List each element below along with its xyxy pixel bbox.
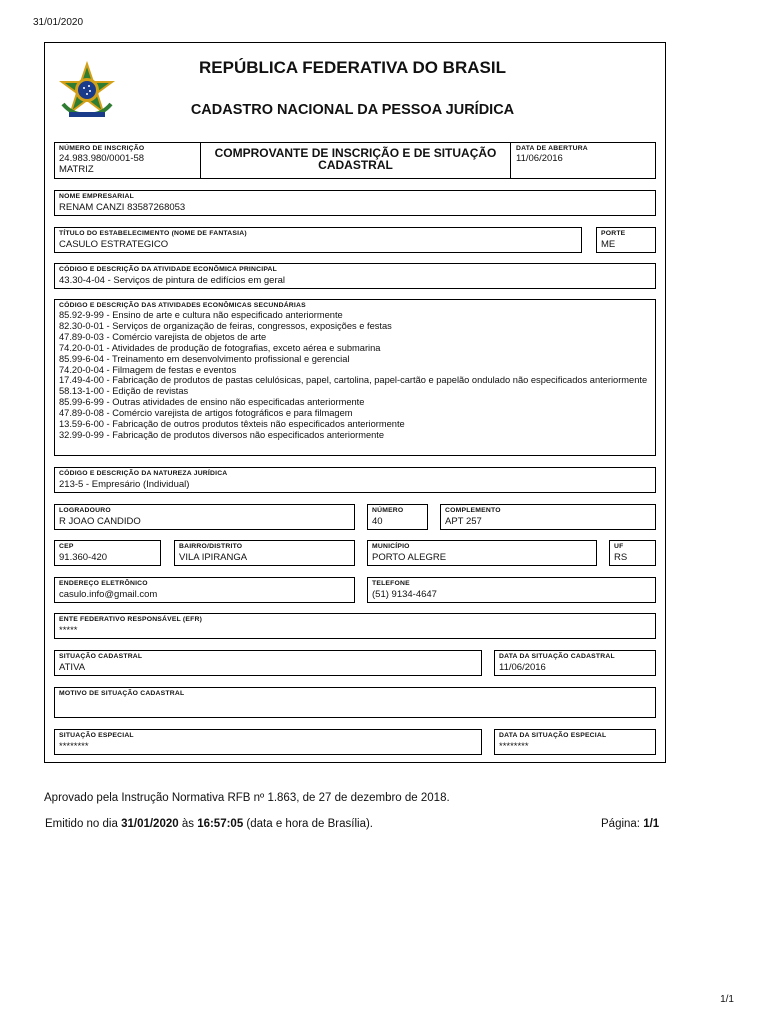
email-box (54, 577, 355, 603)
city: PORTO ALEGRE (372, 552, 447, 563)
inscription-box (54, 142, 656, 179)
trade-name: CASULO ESTRATEGICO (59, 239, 169, 250)
special-label: SITUAÇÃO ESPECIAL (59, 732, 134, 739)
status-date-label: DATA DA SITUAÇÃO CADASTRAL (499, 653, 615, 660)
efr-label: ENTE FEDERATIVO RESPONSÁVEL (EFR) (59, 616, 203, 623)
issued-note (45, 818, 373, 830)
efr-box (54, 613, 656, 639)
special-date-label: DATA DA SITUAÇÃO ESPECIAL (499, 732, 607, 739)
registry-title: CADASTRO NACIONAL DA PESSOA JURÍDICA (190, 102, 515, 118)
cep-label: CEP (59, 543, 74, 550)
page-value: 1/1 (643, 818, 660, 830)
special-value: ******** (59, 741, 89, 752)
list-item: 85.99-6-99 - Outras atividades de ensino não especificadas anteriormente (59, 397, 365, 408)
city-label: MUNICÍPIO (372, 543, 410, 550)
issued-time: 16:57:05 (197, 818, 244, 830)
size-value: ME (601, 239, 616, 250)
uf-label: UF (614, 543, 624, 550)
complement: APT 257 (445, 516, 482, 527)
list-item: 17.49-4-00 - Fabricação de produtos de pastas celulósicas, papel, cartolina, papel-cartão e papelão ondulado não especificados anteriormente (59, 375, 648, 386)
size-box (596, 227, 656, 253)
legal-nature-label: CÓDIGO E DESCRIÇÃO DA NATUREZA JURÍDICA (59, 470, 228, 477)
company-name-label: NOME EMPRESARIAL (59, 193, 134, 200)
phone-box (367, 577, 656, 603)
issued-suffix: (data e hora de Brasília). (243, 818, 373, 830)
email: casulo.info@gmail.com (59, 589, 158, 600)
list-item: 47.89-0-08 - Comércio varejista de artigos fotográficos e para filmagem (59, 408, 353, 419)
phone: (51) 9134-4647 (372, 589, 437, 600)
list-item: 13.59-6-00 - Fabricação de outros produtos têxteis não especificados anteriormente (59, 419, 405, 430)
issued-prefix: Emitido no dia (45, 818, 122, 830)
inscription-number: 24.983.980/0001-58 (59, 153, 145, 164)
company-name-box (54, 190, 656, 216)
status-label: SITUAÇÃO CADASTRAL (59, 653, 143, 660)
street-box (54, 504, 355, 530)
inscription-number-label: NÚMERO DE INSCRIÇÃO (59, 145, 145, 152)
approval-note: Aprovado pela Instrução Normativa RFB nº 1.863, de 27 de dezembro de 2018. (44, 792, 450, 804)
city-box (367, 540, 597, 566)
status-date: 11/06/2016 (499, 662, 546, 673)
list-item: 58.13-1-00 - Edição de revistas (59, 386, 189, 397)
republic-title: REPÚBLICA FEDERATIVA DO BRASIL (199, 58, 506, 77)
complement-label: COMPLEMENTO (445, 507, 501, 514)
legal-nature: 213-5 - Empresário (Individual) (59, 479, 190, 490)
page-label: Página: (601, 818, 644, 830)
secondary-activities-list (59, 310, 651, 441)
list-item: 82.30-0-01 - Serviços de organização de feiras, congressos, exposições e festas (59, 320, 392, 331)
list-item: 47.89-0-03 - Comércio varejista de objetos de arte (59, 331, 267, 342)
special-box (54, 729, 482, 755)
uf-box (609, 540, 656, 566)
street: R JOAO CANDIDO (59, 516, 141, 527)
address-number: 40 (372, 516, 383, 527)
complement-box (440, 504, 656, 530)
list-item: 85.92-9-99 - Ensino de arte e cultura não especificado anteriormente (59, 310, 343, 320)
legal-nature-box (54, 467, 656, 493)
uf: RS (614, 552, 628, 563)
cep-box (54, 540, 161, 566)
district-label: BAIRRO/DISTRITO (179, 543, 243, 550)
cep: 91.360-420 (59, 552, 108, 563)
special-date-box (494, 729, 656, 755)
document-title-line2: CADASTRAL (318, 158, 393, 172)
status-box (54, 650, 482, 676)
number-label: NÚMERO (372, 507, 404, 514)
status-reason-label: MOTIVO DE SITUAÇÃO CADASTRAL (59, 690, 185, 697)
list-item: 85.99-6-04 - Treinamento em desenvolvimento profissional e gerencial (59, 353, 350, 364)
issued-date: 31/01/2020 (121, 818, 179, 830)
print-date: 31/01/2020 (33, 17, 84, 28)
list-item: 74.20-0-01 - Atividades de produção de fotografias, exceto aérea e submarina (59, 342, 381, 353)
district-box (174, 540, 355, 566)
secondary-activities-label: CÓDIGO E DESCRIÇÃO DAS ATIVIDADES ECONÔMICAS SECUNDÁRIAS (59, 302, 306, 309)
street-label: LOGRADOURO (59, 507, 111, 514)
trade-name-label: TÍTULO DO ESTABELECIMENTO (NOME DE FANTASIA) (59, 230, 247, 237)
inscription-type: MATRIZ (59, 164, 94, 175)
trade-name-box (54, 227, 582, 253)
efr: ***** (59, 625, 78, 636)
main-activity-label: CÓDIGO E DESCRIÇÃO DA ATIVIDADE ECONÔMICA PRINCIPAL (59, 266, 278, 273)
special-date: ******** (499, 741, 529, 752)
document-title (200, 143, 511, 178)
list-item: 74.20-0-04 - Filmagem de festas e eventos (59, 364, 237, 375)
district: VILA IPIRANGA (179, 552, 248, 563)
main-activity: 43.30-4-04 - Serviços de pintura de edifícios em geral (59, 275, 286, 286)
company-name: RENAM CANZI 83587268053 (59, 202, 186, 213)
status-date-box (494, 650, 656, 676)
status-value: ATIVA (59, 662, 86, 673)
number-box (367, 504, 428, 530)
main-activity-box (54, 263, 656, 289)
phone-label: TELEFONE (372, 580, 410, 587)
page-indicator (601, 818, 659, 830)
document-title-line1: COMPROVANTE DE INSCRIÇÃO E DE SITUAÇÃO (214, 146, 497, 160)
opening-date-label: DATA DE ABERTURA (516, 145, 588, 152)
status-reason-box (54, 687, 656, 718)
opening-date: 11/06/2016 (516, 153, 563, 164)
list-item: 32.99-0-99 - Fabricação de produtos diversos não especificados anteriormente (59, 429, 385, 440)
coat-of-arms-icon (56, 60, 118, 122)
issued-mid: às (178, 818, 198, 830)
size-label: PORTE (601, 230, 626, 237)
page-footer: 1/1 (720, 994, 734, 1005)
secondary-activities-box (54, 299, 656, 456)
email-label: ENDEREÇO ELETRÔNICO (59, 580, 148, 587)
